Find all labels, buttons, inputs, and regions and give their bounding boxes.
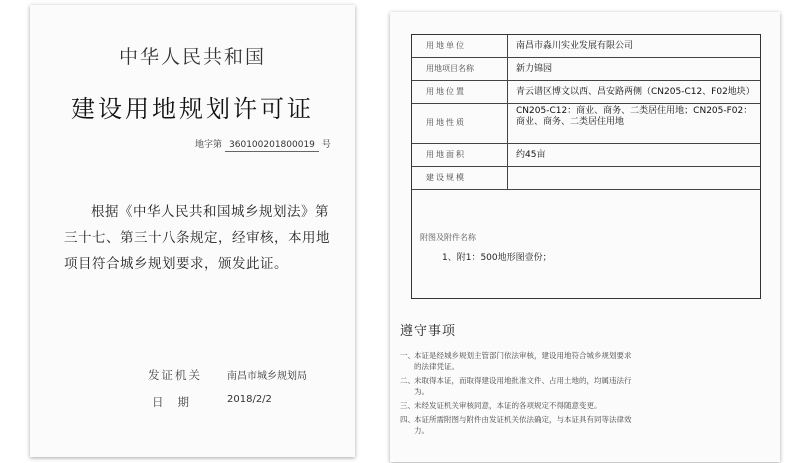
notice-number: 三、	[400, 401, 415, 410]
row-label: 用地单位	[412, 35, 508, 57]
row-value: 南昌市淼川实业发展有限公司	[516, 41, 634, 51]
table-row	[412, 58, 760, 81]
table-row	[412, 167, 760, 190]
notice-number: 四、	[400, 415, 415, 424]
notice-item	[400, 375, 700, 397]
notice-title: 遵守事项	[400, 324, 457, 339]
row-value: 青云谱区博文以西、昌安路两侧（CN205-C12、F02地块）	[516, 87, 755, 97]
date-value: 2018/2/2	[227, 394, 272, 405]
table-row	[412, 35, 760, 58]
notice-item	[400, 414, 700, 436]
notice-item	[400, 350, 700, 372]
notice-text-continued: 力。	[414, 426, 429, 435]
notice-text: 未取得本证，而取得建设用地批准文件、占用土地的，均属违法行	[414, 376, 632, 385]
certificate-number	[195, 137, 331, 150]
notice-list	[400, 350, 700, 439]
notice-text-continued: 为。	[414, 387, 429, 396]
table-row	[412, 81, 760, 104]
row-label: 建设规模	[412, 167, 508, 189]
notice-text-continued: 的法律凭证。	[414, 362, 459, 371]
notice-text: 本证所需附图与附件由发证机关依法确定，与本证具有同等法律效	[414, 415, 632, 424]
notice-number: 一、	[400, 351, 415, 360]
row-label: 用地项目名称	[412, 58, 508, 80]
certificate-body-text: 根据《中华人民共和国城乡规划法》第三十七、第三十八条规定，经审核，本用地项目符合城乡规划要求，颁发此证。	[64, 204, 330, 272]
row-label: 用地性质	[412, 104, 508, 143]
certificate-number-prefix: 地字第	[195, 140, 223, 150]
notice-item	[400, 400, 700, 411]
attachment-item: 1、附1：500地形图壹份；	[442, 253, 552, 263]
issuing-country: 中华人民共和国	[118, 46, 266, 68]
certificate-front-page	[30, 5, 355, 457]
certificate-title: 建设用地规划许可证	[71, 95, 314, 123]
notice-text: 本证是经城乡规划主管部门依法审核，建设用地符合城乡规划要求	[414, 351, 632, 360]
attachments-label: 附图及附件名称	[420, 233, 476, 242]
row-value: CN205-C12：商业、商务、二类居住用地；CN205-F02：商业、商务、二类居住用地	[516, 106, 753, 127]
row-label: 用地位置	[412, 81, 508, 103]
notice-text: 未经发证机关审核同意，本证的各项规定不得随意变更。	[414, 401, 602, 410]
issuer-value: 南昌市城乡规划局	[227, 371, 307, 382]
table-row	[412, 104, 760, 144]
notice-number: 二、	[400, 376, 415, 385]
row-value: 约45亩	[516, 150, 546, 160]
certificate-number-suffix: 号	[321, 140, 331, 150]
row-value: 新力锦园	[516, 64, 553, 74]
table-row	[412, 144, 760, 167]
certificate-details-page	[390, 12, 780, 462]
certificate-number-value: 360100201800019	[225, 140, 319, 152]
land-info-table	[411, 34, 761, 299]
issuer-label: 发证机关	[148, 368, 202, 382]
date-label: 日期	[152, 395, 203, 409]
row-label: 用地面积	[412, 144, 508, 166]
